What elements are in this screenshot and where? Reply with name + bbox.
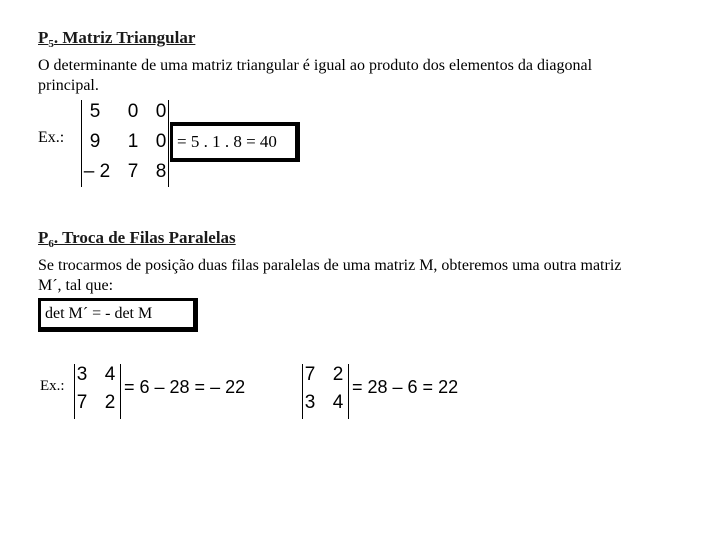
matrix-b-cell: 4 <box>332 392 344 413</box>
result-a: = 6 – 28 = – 22 <box>124 377 246 397</box>
matrix-b-cell: 3 <box>304 392 316 413</box>
matrix-cell: 0 <box>155 101 167 122</box>
matrix-a-cell: 7 <box>76 392 88 413</box>
result-text: = 5 . 1 . 8 = 40 <box>173 126 295 158</box>
section-5-paragraph <box>38 56 708 96</box>
example-label: Ex.: <box>40 378 65 394</box>
paragraph-line: O determinante de uma matriz triangular é igual ao produto dos elementos da diagonal <box>38 57 593 74</box>
result-b: = 28 – 6 = 22 <box>352 377 459 397</box>
paragraph-line: principal. <box>38 77 99 94</box>
matrix-b-cell: 7 <box>304 364 316 385</box>
matrix-b-cell: 2 <box>332 364 344 385</box>
matrix-cell: 9 <box>89 131 101 152</box>
heading-title: . Troca de Filas Paralelas <box>53 228 236 247</box>
matrix-cell: 1 <box>127 131 139 152</box>
heading-p: P <box>38 28 49 47</box>
matrix-cell: 0 <box>155 131 167 152</box>
section-5-heading <box>38 28 195 50</box>
section-6-paragraph <box>38 256 713 296</box>
matrix-cell: – 2 <box>83 161 111 182</box>
matrix-a-cell: 3 <box>76 364 88 385</box>
section-6-heading <box>38 228 236 250</box>
heading-subscript: 6 <box>48 238 54 250</box>
heading-title: . Matriz Triangular <box>53 28 196 47</box>
heading-p: P <box>38 228 49 247</box>
matrix-cell: 5 <box>89 101 101 122</box>
matrix-a-cell: 2 <box>104 392 116 413</box>
matrix-cell: 7 <box>127 161 139 182</box>
example-label: Ex.: <box>38 129 65 146</box>
formula-text: det M´ = - det M <box>41 301 193 327</box>
matrix-cell: 0 <box>127 101 139 122</box>
matrix-a-cell: 4 <box>104 364 116 385</box>
heading-subscript: 5 <box>48 38 54 50</box>
paragraph-line: Se trocarmos de posição duas filas paralelas de uma matriz M, obteremos uma outra matriz <box>38 257 622 274</box>
paragraph-line: M´, tal que: <box>38 277 114 294</box>
matrix-cell: 8 <box>155 161 167 182</box>
